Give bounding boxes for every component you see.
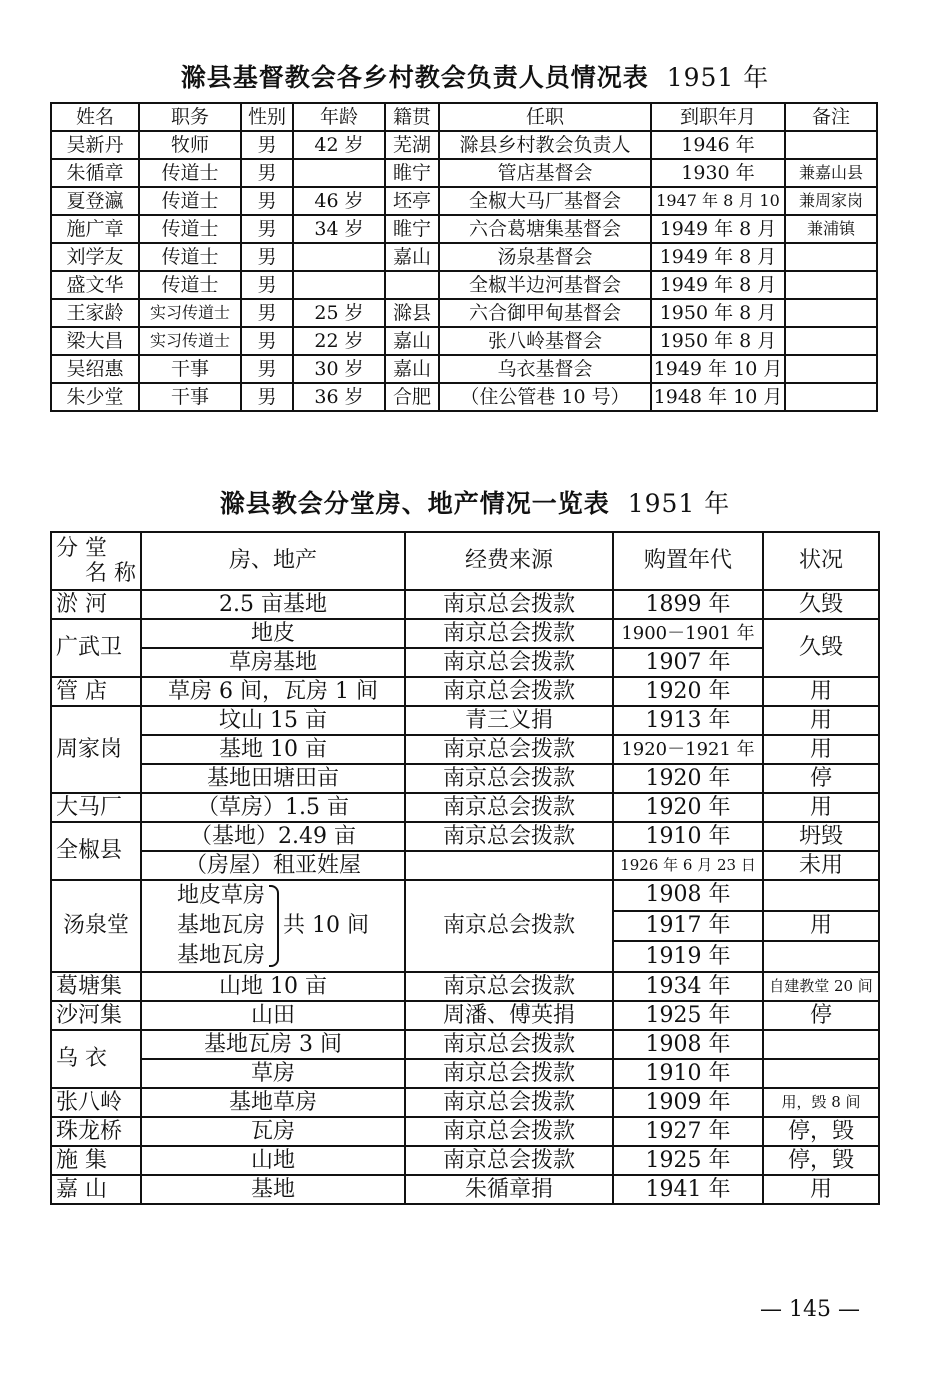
header-gender: 性别 — [241, 103, 293, 131]
cell-property: 坟山 15 亩 — [141, 706, 405, 735]
cell-start-date: 1946 年 — [651, 131, 785, 159]
cell-position: 牧师 — [139, 131, 241, 159]
cell-age: 36 岁 — [293, 383, 385, 411]
cell-position: 传道士 — [139, 243, 241, 271]
header-start-date: 到职年月 — [651, 103, 785, 131]
table-row — [51, 159, 877, 187]
cell-branch-name: 管 店 — [51, 677, 141, 706]
table-row — [51, 271, 877, 299]
cell-year: 1910 年 — [613, 1059, 763, 1088]
cell-branch-name: 大马厂 — [51, 793, 141, 822]
cell-property: 草房 — [141, 1059, 405, 1088]
cell-name: 梁大昌 — [51, 327, 139, 355]
cell-property — [141, 880, 405, 972]
table-row — [51, 972, 879, 1001]
cell-year: 1926 年 6 月 23 日 — [613, 851, 763, 880]
table-row — [51, 822, 879, 851]
cell-remark — [785, 243, 877, 271]
cell-funding: 南京总会拨款 — [405, 822, 613, 851]
table-row — [51, 243, 877, 271]
table-row — [51, 677, 879, 706]
cell-start-date: 1930 年 — [651, 159, 785, 187]
header-funding: 经费来源 — [405, 532, 613, 590]
table1-title-text: 滁县基督教会各乡村教会负责人员情况表 — [180, 63, 649, 92]
cell-native-place: 芜湖 — [385, 131, 439, 159]
header-post: 任职 — [439, 103, 651, 131]
table-row — [51, 1146, 879, 1175]
cell-year: 1910 年 — [613, 822, 763, 851]
table-row — [51, 1088, 879, 1117]
cell-age — [293, 159, 385, 187]
cell-status: 久毁 — [763, 619, 879, 677]
cell-funding: 南京总会拨款 — [405, 793, 613, 822]
cell-native-place: 坯亭 — [385, 187, 439, 215]
cell-post: 管店基督会 — [439, 159, 651, 187]
table-row — [51, 299, 877, 327]
cell-year: 1899 年 — [613, 590, 763, 619]
cell-funding: 南京总会拨款 — [405, 590, 613, 619]
table-row — [51, 706, 879, 735]
table-row — [51, 215, 877, 243]
cell-remark — [785, 271, 877, 299]
cell-start-date: 1949 年 8 月 — [651, 215, 785, 243]
cell-property: 草房 6 间，瓦房 1 间 — [141, 677, 405, 706]
cell-branch-name: 张八岭 — [51, 1088, 141, 1117]
cell-position: 实习传道士 — [139, 299, 241, 327]
cell-post: 乌衣基督会 — [439, 355, 651, 383]
cell-property: 基地瓦房 3 间 — [141, 1030, 405, 1059]
cell-year: 1909 年 — [613, 1088, 763, 1117]
header-status: 状况 — [763, 532, 879, 590]
cell-name: 施广章 — [51, 215, 139, 243]
cell-position: 干事 — [139, 355, 241, 383]
cell-remark — [785, 327, 877, 355]
cell-start-date: 1947 年 8 月 10 — [651, 187, 785, 215]
table-row — [51, 851, 879, 880]
cell-funding: 南京总会拨款 — [405, 880, 613, 972]
header-name: 姓名 — [51, 103, 139, 131]
table1-title — [0, 58, 950, 94]
cell-year: 1925 年 — [613, 1001, 763, 1030]
cell-branch-name: 全椒县 — [51, 822, 141, 880]
cell-remark — [785, 299, 877, 327]
cell-remark: 兼嘉山县 — [785, 159, 877, 187]
cell-funding: 南京总会拨款 — [405, 764, 613, 793]
cell-gender: 男 — [241, 383, 293, 411]
cell-status: 用，毁 8 间 — [763, 1088, 879, 1117]
property-item: 地皮草房 — [177, 883, 266, 908]
property-table-body — [51, 532, 879, 1204]
cell-branch-name: 乌 衣 — [51, 1030, 141, 1088]
cell-gender: 男 — [241, 243, 293, 271]
cell-branch-name: 珠龙桥 — [51, 1117, 141, 1146]
table-row — [51, 619, 879, 648]
header-branch-name — [51, 532, 141, 590]
cell-status: 用 — [763, 677, 879, 706]
cell-name: 王家龄 — [51, 299, 139, 327]
table-row — [51, 1059, 879, 1088]
cell-position: 干事 — [139, 383, 241, 411]
header-remark: 备注 — [785, 103, 877, 131]
cell-position: 传道士 — [139, 271, 241, 299]
cell-property: 基地草房 — [141, 1088, 405, 1117]
cell-native-place: 滁县 — [385, 299, 439, 327]
cell-status: 用 — [763, 706, 879, 735]
cell-year: 1941 年 — [613, 1175, 763, 1204]
cell-age: 46 岁 — [293, 187, 385, 215]
cell-branch-name: 葛塘集 — [51, 972, 141, 1001]
cell-property: 2.5 亩基地 — [141, 590, 405, 619]
header-property: 房、地产 — [141, 532, 405, 590]
cell-remark — [785, 355, 877, 383]
cell-name: 朱循章 — [51, 159, 139, 187]
cell-native-place: 合肥 — [385, 383, 439, 411]
table2-title-text: 滁县教会分堂房、地产情况一览表 — [219, 489, 610, 518]
cell-position: 传道士 — [139, 215, 241, 243]
personnel-table — [50, 102, 878, 412]
property-brace-group — [142, 881, 404, 971]
cell-age: 30 岁 — [293, 355, 385, 383]
brace — [269, 885, 279, 967]
cell-status: 未用 — [763, 851, 879, 880]
table2-year: 1951 年 — [627, 489, 731, 518]
cell-year: 1908 年 — [613, 1030, 763, 1059]
cell-start-date: 1949 年 8 月 — [651, 271, 785, 299]
cell-status: 停 — [763, 764, 879, 793]
table-row — [51, 648, 879, 677]
cell-native-place: 嘉山 — [385, 327, 439, 355]
cell-post: （住公管巷 10 号） — [439, 383, 651, 411]
cell-gender: 男 — [241, 355, 293, 383]
table-row — [51, 131, 877, 159]
cell-age: 42 岁 — [293, 131, 385, 159]
cell-status: 用 — [763, 911, 879, 942]
cell-position: 传道士 — [139, 187, 241, 215]
cell-status: 用 — [763, 735, 879, 764]
cell-branch-name: 汤泉堂 — [51, 880, 141, 972]
cell-remark — [785, 383, 877, 411]
cell-gender: 男 — [241, 215, 293, 243]
cell-property: 山田 — [141, 1001, 405, 1030]
property-total: 共 10 间 — [283, 913, 369, 938]
cell-property: 基地田塘田亩 — [141, 764, 405, 793]
table-row — [51, 735, 879, 764]
table-row — [51, 1001, 879, 1030]
cell-property: 基地 10 亩 — [141, 735, 405, 764]
cell-start-date: 1949 年 8 月 — [651, 243, 785, 271]
cell-year: 1920 年 — [613, 793, 763, 822]
cell-status: 久毁 — [763, 590, 879, 619]
header-age: 年龄 — [293, 103, 385, 131]
cell-status: 用 — [763, 1175, 879, 1204]
cell-gender: 男 — [241, 187, 293, 215]
cell-post: 全椒半边河基督会 — [439, 271, 651, 299]
cell-year: 1920 年 — [613, 677, 763, 706]
cell-branch-name: 淤 河 — [51, 590, 141, 619]
cell-start-date: 1949 年 10 月 — [651, 355, 785, 383]
cell-name: 吴新丹 — [51, 131, 139, 159]
property-table — [50, 531, 880, 1205]
cell-year: 1900－1901 年 — [613, 619, 763, 648]
cell-property: （基地）2.49 亩 — [141, 822, 405, 851]
cell-status — [763, 1059, 879, 1088]
cell-status: 用 — [763, 793, 879, 822]
cell-status: 停，毁 — [763, 1146, 879, 1175]
cell-year: 1907 年 — [613, 648, 763, 677]
table-row — [51, 1117, 879, 1146]
cell-funding: 南京总会拨款 — [405, 1146, 613, 1175]
property-item: 基地瓦房 — [177, 913, 266, 938]
table-row — [51, 383, 877, 411]
cell-remark — [785, 131, 877, 159]
cell-funding — [405, 851, 613, 880]
cell-name: 夏登瀛 — [51, 187, 139, 215]
cell-gender: 男 — [241, 271, 293, 299]
table-row — [51, 187, 877, 215]
cell-property: （草房）1.5 亩 — [141, 793, 405, 822]
cell-post: 汤泉基督会 — [439, 243, 651, 271]
property-item: 基地瓦房 — [177, 943, 266, 968]
cell-funding: 朱循章捐 — [405, 1175, 613, 1204]
cell-year: 1925 年 — [613, 1146, 763, 1175]
header-native-place: 籍贯 — [385, 103, 439, 131]
cell-native-place: 嘉山 — [385, 243, 439, 271]
cell-property: 瓦房 — [141, 1117, 405, 1146]
cell-branch-name: 嘉 山 — [51, 1175, 141, 1204]
cell-property: 草房基地 — [141, 648, 405, 677]
cell-funding: 南京总会拨款 — [405, 1088, 613, 1117]
cell-start-date: 1950 年 8 月 — [651, 299, 785, 327]
cell-status: 自建教堂 20 间 — [763, 972, 879, 1001]
header-position: 职务 — [139, 103, 241, 131]
cell-age — [293, 271, 385, 299]
cell-status — [763, 941, 879, 972]
cell-property: 山地 — [141, 1146, 405, 1175]
table-row — [51, 355, 877, 383]
cell-funding: 南京总会拨款 — [405, 1059, 613, 1088]
cell-branch-name: 沙河集 — [51, 1001, 141, 1030]
cell-funding: 南京总会拨款 — [405, 648, 613, 677]
cell-funding: 南京总会拨款 — [405, 972, 613, 1001]
personnel-table-body — [51, 103, 877, 411]
cell-branch-name: 施 集 — [51, 1146, 141, 1175]
cell-name: 朱少堂 — [51, 383, 139, 411]
cell-year: 1920 年 — [613, 764, 763, 793]
cell-remark: 兼浦镇 — [785, 215, 877, 243]
table-row — [51, 590, 879, 619]
cell-native-place: 睢宁 — [385, 159, 439, 187]
cell-post: 六合御甲甸基督会 — [439, 299, 651, 327]
cell-year: 1913 年 — [613, 706, 763, 735]
cell-property: （房屋）租亚姓屋 — [141, 851, 405, 880]
table-header-row — [51, 103, 877, 131]
cell-start-date: 1948 年 10 月 — [651, 383, 785, 411]
cell-gender: 男 — [241, 299, 293, 327]
cell-name: 刘学友 — [51, 243, 139, 271]
cell-gender: 男 — [241, 327, 293, 355]
table-row — [51, 1030, 879, 1059]
cell-native-place — [385, 271, 439, 299]
cell-year: 1919 年 — [613, 941, 763, 972]
cell-post: 六合葛塘集基督会 — [439, 215, 651, 243]
header-branch-name-line1: 分 堂 — [56, 535, 107, 561]
cell-funding: 南京总会拨款 — [405, 619, 613, 648]
cell-status: 坍毁 — [763, 822, 879, 851]
header-year: 购置年代 — [613, 532, 763, 590]
cell-funding: 青三义捐 — [405, 706, 613, 735]
table2-title — [0, 484, 950, 520]
property-lines — [177, 881, 265, 971]
cell-gender: 男 — [241, 159, 293, 187]
cell-post: 滁县乡村教会负责人 — [439, 131, 651, 159]
cell-native-place: 睢宁 — [385, 215, 439, 243]
table-row — [51, 1175, 879, 1204]
header-branch-name-line2: 名 称 — [85, 561, 136, 586]
cell-age: 25 岁 — [293, 299, 385, 327]
cell-gender: 男 — [241, 131, 293, 159]
cell-position: 实习传道士 — [139, 327, 241, 355]
cell-year: 1920－1921 年 — [613, 735, 763, 764]
table1-year: 1951 年 — [666, 63, 770, 92]
cell-age: 22 岁 — [293, 327, 385, 355]
table-row — [51, 764, 879, 793]
cell-branch-name: 周家岗 — [51, 706, 141, 793]
table-header-row — [51, 532, 879, 590]
cell-year: 1934 年 — [613, 972, 763, 1001]
cell-funding: 周潘、傅英捐 — [405, 1001, 613, 1030]
table-row — [51, 793, 879, 822]
table-row — [51, 327, 877, 355]
cell-funding: 南京总会拨款 — [405, 1030, 613, 1059]
cell-year: 1917 年 — [613, 911, 763, 942]
cell-name: 盛文华 — [51, 271, 139, 299]
cell-branch-name: 广武卫 — [51, 619, 141, 677]
cell-start-date: 1950 年 8 月 — [651, 327, 785, 355]
cell-post: 张八岭基督会 — [439, 327, 651, 355]
cell-status: 停 — [763, 1001, 879, 1030]
page-number: — 145 — — [760, 1297, 860, 1322]
cell-property: 地皮 — [141, 619, 405, 648]
cell-native-place: 嘉山 — [385, 355, 439, 383]
cell-status: 停，毁 — [763, 1117, 879, 1146]
cell-year: 1927 年 — [613, 1117, 763, 1146]
cell-post: 全椒大马厂基督会 — [439, 187, 651, 215]
cell-age: 34 岁 — [293, 215, 385, 243]
cell-position: 传道士 — [139, 159, 241, 187]
cell-status — [763, 1030, 879, 1059]
table-row — [51, 880, 879, 911]
cell-name: 吴绍惠 — [51, 355, 139, 383]
cell-status — [763, 880, 879, 911]
cell-remark: 兼周家岗 — [785, 187, 877, 215]
cell-funding: 南京总会拨款 — [405, 735, 613, 764]
cell-funding: 南京总会拨款 — [405, 677, 613, 706]
cell-property: 基地 — [141, 1175, 405, 1204]
cell-age — [293, 243, 385, 271]
cell-funding: 南京总会拨款 — [405, 1117, 613, 1146]
cell-year: 1908 年 — [613, 880, 763, 911]
cell-property: 山地 10 亩 — [141, 972, 405, 1001]
